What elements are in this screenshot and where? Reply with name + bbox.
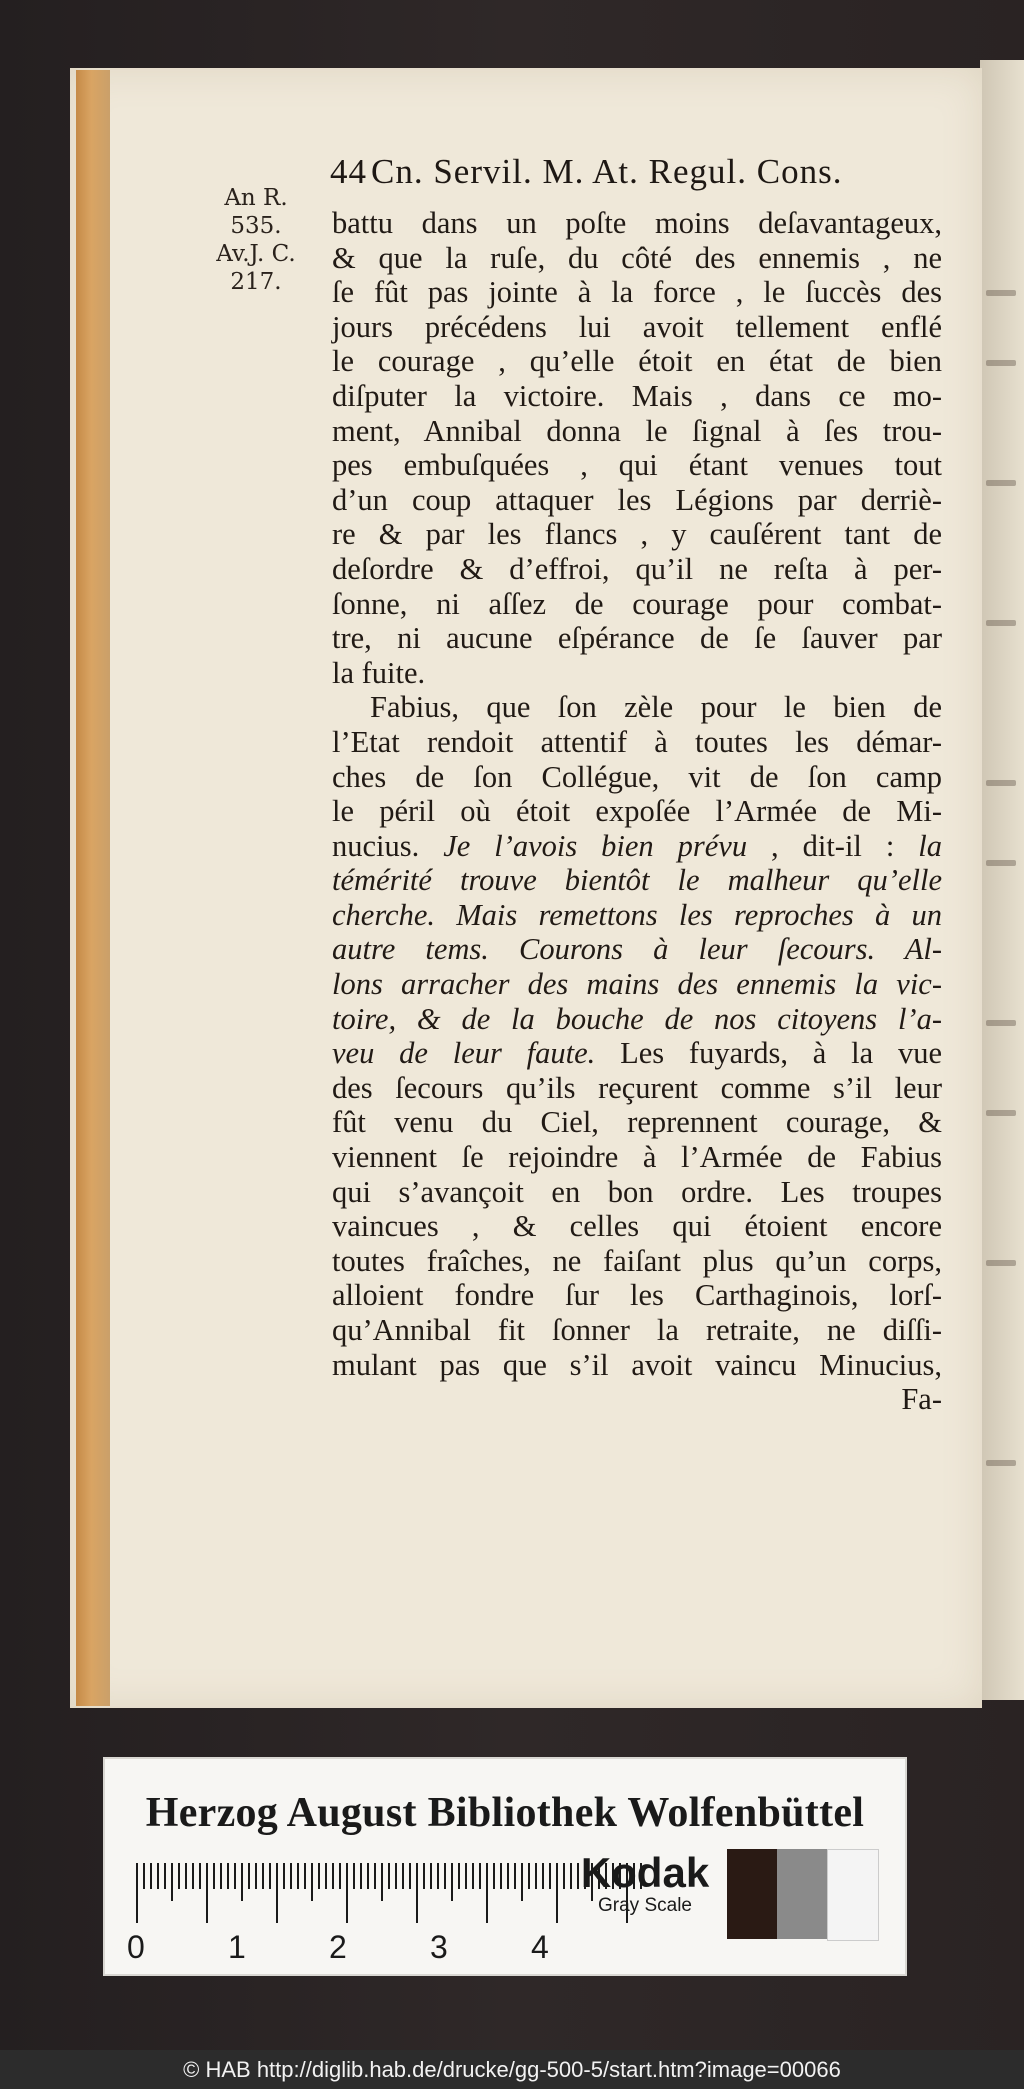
text-line: l’Etat rendoit attentif à toutes les démar- <box>332 724 942 759</box>
gray-swatch-mid <box>777 1849 827 1939</box>
margin-note-line: An R. <box>224 185 288 211</box>
text-line: le péril où étoit expoſée l’Armée de Mi- <box>332 794 942 829</box>
text-line: qui s’avançoit en bon ordre. Les troupes <box>332 1174 942 1209</box>
text-line: battu dans un poſte moins deſavantageux, <box>332 206 942 240</box>
ruler-number: 2 <box>329 1929 347 1965</box>
text-line: d’un coup attaquer les Légions par derriè- <box>332 482 942 517</box>
text-line: viennent ſe rejoindre à l’Armée de Fabius <box>332 1140 942 1175</box>
margin-note-line: Av.J. C. <box>216 241 296 267</box>
text-line: ſonne, ni aſſez de courage pour combat- <box>332 586 942 621</box>
text-line: autre tems. Courons à leur ſecours. Al- <box>332 932 942 967</box>
running-head <box>330 152 945 192</box>
ruler-number: 0 <box>127 1929 145 1965</box>
text-line: le courage , qu’elle étoit en état de bien <box>332 344 942 379</box>
text-line: Fabius, que ſon zèle pour le bien de <box>370 690 942 725</box>
text-line: lons arracher des mains des ennemis la vic- <box>332 967 942 1002</box>
text-line: témérité trouve bientôt le malheur qu’elle <box>332 863 942 898</box>
text-line: ches de ſon Collégue, vit de ſon camp <box>332 759 942 794</box>
text-line: Fa- <box>901 1382 942 1417</box>
text-line: veu de leur faute. Les fuyards, à la vue <box>332 1036 942 1071</box>
text-line: vaincues , & celles qui étoient encore <box>332 1209 942 1244</box>
ruler-number: 1 <box>228 1929 246 1965</box>
gray-swatch-dark <box>727 1849 777 1939</box>
adjacent-page-edge <box>980 60 1024 1700</box>
margin-note-line: 217. <box>230 269 282 295</box>
text-line: ment, Annibal donna le ſignal à ſes trou- <box>332 413 942 448</box>
text-line: nucius. Je l’avois bien prévu , dit-il : la <box>332 828 942 863</box>
text-line: ſe fût pas jointe à la force , le ſuccès des <box>332 275 942 310</box>
text-line: deſordre & d’effroi, qu’il ne reſta à per- <box>332 551 942 586</box>
text-line: alloient fondre ſur les Carthaginois, lorſ- <box>332 1278 942 1313</box>
copyright-footer: © HAB http://diglib.hab.de/drucke/gg-500-5/start.htm?image=00066 <box>0 2050 1024 2089</box>
text-line: cherche. Mais remettons les reproches à un <box>332 897 942 932</box>
text-line: toutes fraîches, ne faiſant plus qu’un corps, <box>332 1243 942 1278</box>
library-label <box>103 1757 907 1976</box>
ruler-number: 3 <box>430 1929 448 1965</box>
page-number: 44 <box>330 152 367 191</box>
margin-date-note <box>196 184 316 296</box>
gray-scale-label: Gray Scale <box>598 1895 692 1916</box>
text-line: tre, ni aucune eſpérance de ſe ſauver par <box>332 621 942 656</box>
text-line: & que la ruſe, du côté des ennemis , ne <box>332 240 942 275</box>
ruler-number: 4 <box>531 1929 549 1965</box>
text-line: la fuite. <box>332 655 426 690</box>
margin-note-line: 535. <box>230 213 282 239</box>
text-line: mulant pas que s’il avoit vaincu Minucius, <box>332 1347 942 1382</box>
text-line: des ſecours qu’ils reçurent comme s’il leur <box>332 1070 942 1105</box>
text-line: pes embuſquées , qui étant venues tout <box>332 448 942 483</box>
text-line: qu’Annibal fit ſonner la retraite, ne diſſi- <box>332 1313 942 1347</box>
text-line: fût venu du Ciel, reprennent courage, & <box>332 1105 942 1140</box>
text-line: toire, & de la bouche de nos citoyens l’a- <box>332 1001 942 1036</box>
text-line: jours précédens lui avoit tellement enflé <box>332 309 942 344</box>
text-line: diſputer la victoire. Mais , dans ce mo- <box>332 378 942 413</box>
library-title: Herzog August Bibliothek Wolfenbüttel <box>145 1790 865 1836</box>
text-line: re & par les flancs , y cauſérent tant de <box>332 517 942 552</box>
kodak-brand: Kodak <box>580 1849 710 1896</box>
gray-swatch-light <box>827 1849 879 1941</box>
page-gutter-edge <box>76 70 110 1706</box>
running-head-title: Cn. Servil. M. At. Regul. Cons. <box>371 152 843 191</box>
kodak-logo <box>575 1851 715 1917</box>
body-text <box>332 206 942 1417</box>
